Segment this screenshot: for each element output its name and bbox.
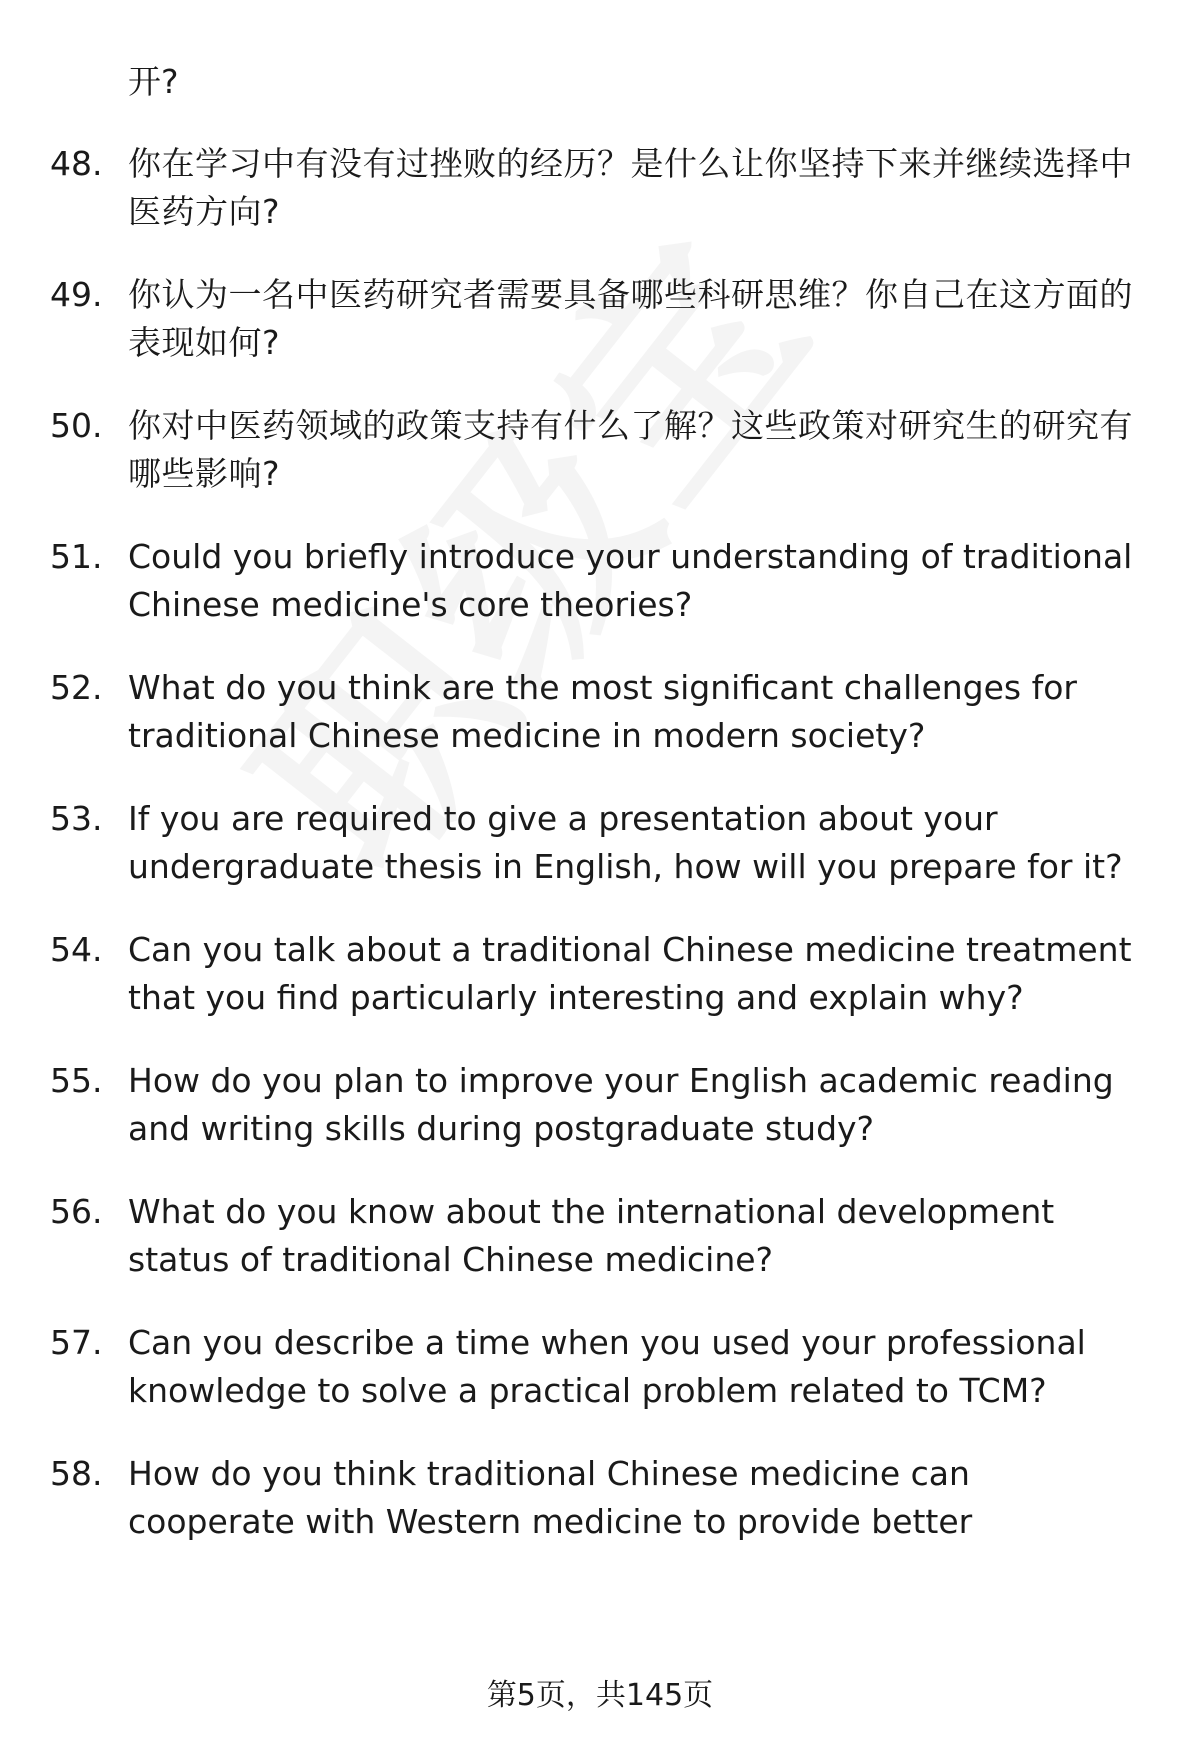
question-number: 58.: [50, 1454, 103, 1493]
question-text: What do you think are the most significant challenges for traditional Chinese medicine in modern society?: [128, 668, 1077, 755]
question-text: If you are required to give a presentation about your undergraduate thesis in English, how will you prepare for it?: [128, 799, 1123, 886]
question-item: [50, 795, 1140, 891]
question-item: [50, 1319, 1140, 1415]
question-number: 56.: [50, 1192, 103, 1231]
question-number: 53.: [50, 799, 103, 838]
question-text: 你认为一名中医药研究者需要具备哪些科研思维？你自己在这方面的表现如何?: [128, 275, 1133, 362]
question-text: What do you know about the international development status of traditional Chinese medicine?: [128, 1192, 1055, 1279]
question-number: 50.: [50, 406, 103, 445]
question-text: How do you think traditional Chinese medicine can cooperate with Western medicine to provide better: [128, 1454, 973, 1541]
question-text: 你对中医药领域的政策支持有什么了解？这些政策对研究生的研究有哪些影响?: [128, 406, 1133, 493]
question-item: [50, 1188, 1140, 1284]
page-footer: 第5页，共145页: [486, 1678, 714, 1713]
question-number: 48.: [50, 144, 103, 183]
question-number: 54.: [50, 930, 103, 969]
question-item: [50, 271, 1140, 367]
continuation-text: 开?: [128, 62, 179, 101]
question-text: How do you plan to improve your English academic reading and writing skills during postgraduate study?: [128, 1061, 1114, 1148]
question-item: [50, 402, 1140, 498]
question-item: [50, 926, 1140, 1022]
question-text: Can you talk about a traditional Chinese medicine treatment that you find particularly interesting and explain why?: [128, 930, 1132, 1017]
question-number: 55.: [50, 1061, 103, 1100]
question-text: 你在学习中有没有过挫败的经历？是什么让你坚持下来并继续选择中医药方向?: [128, 144, 1133, 231]
question-number: 49.: [50, 275, 103, 314]
question-item: [50, 664, 1140, 760]
question-item: [50, 1057, 1140, 1153]
question-item: [50, 140, 1140, 236]
question-text: Could you briefly introduce your understanding of traditional Chinese medicine's core theories?: [128, 537, 1133, 624]
question-text: Can you describe a time when you used your professional knowledge to solve a practical problem related to TCM?: [128, 1323, 1086, 1410]
question-number: 52.: [50, 668, 103, 707]
question-number: 51.: [50, 537, 103, 576]
question-list: [50, 140, 1140, 1581]
question-item: [50, 1450, 1140, 1546]
question-item: [50, 533, 1140, 629]
question-number: 57.: [50, 1323, 103, 1362]
